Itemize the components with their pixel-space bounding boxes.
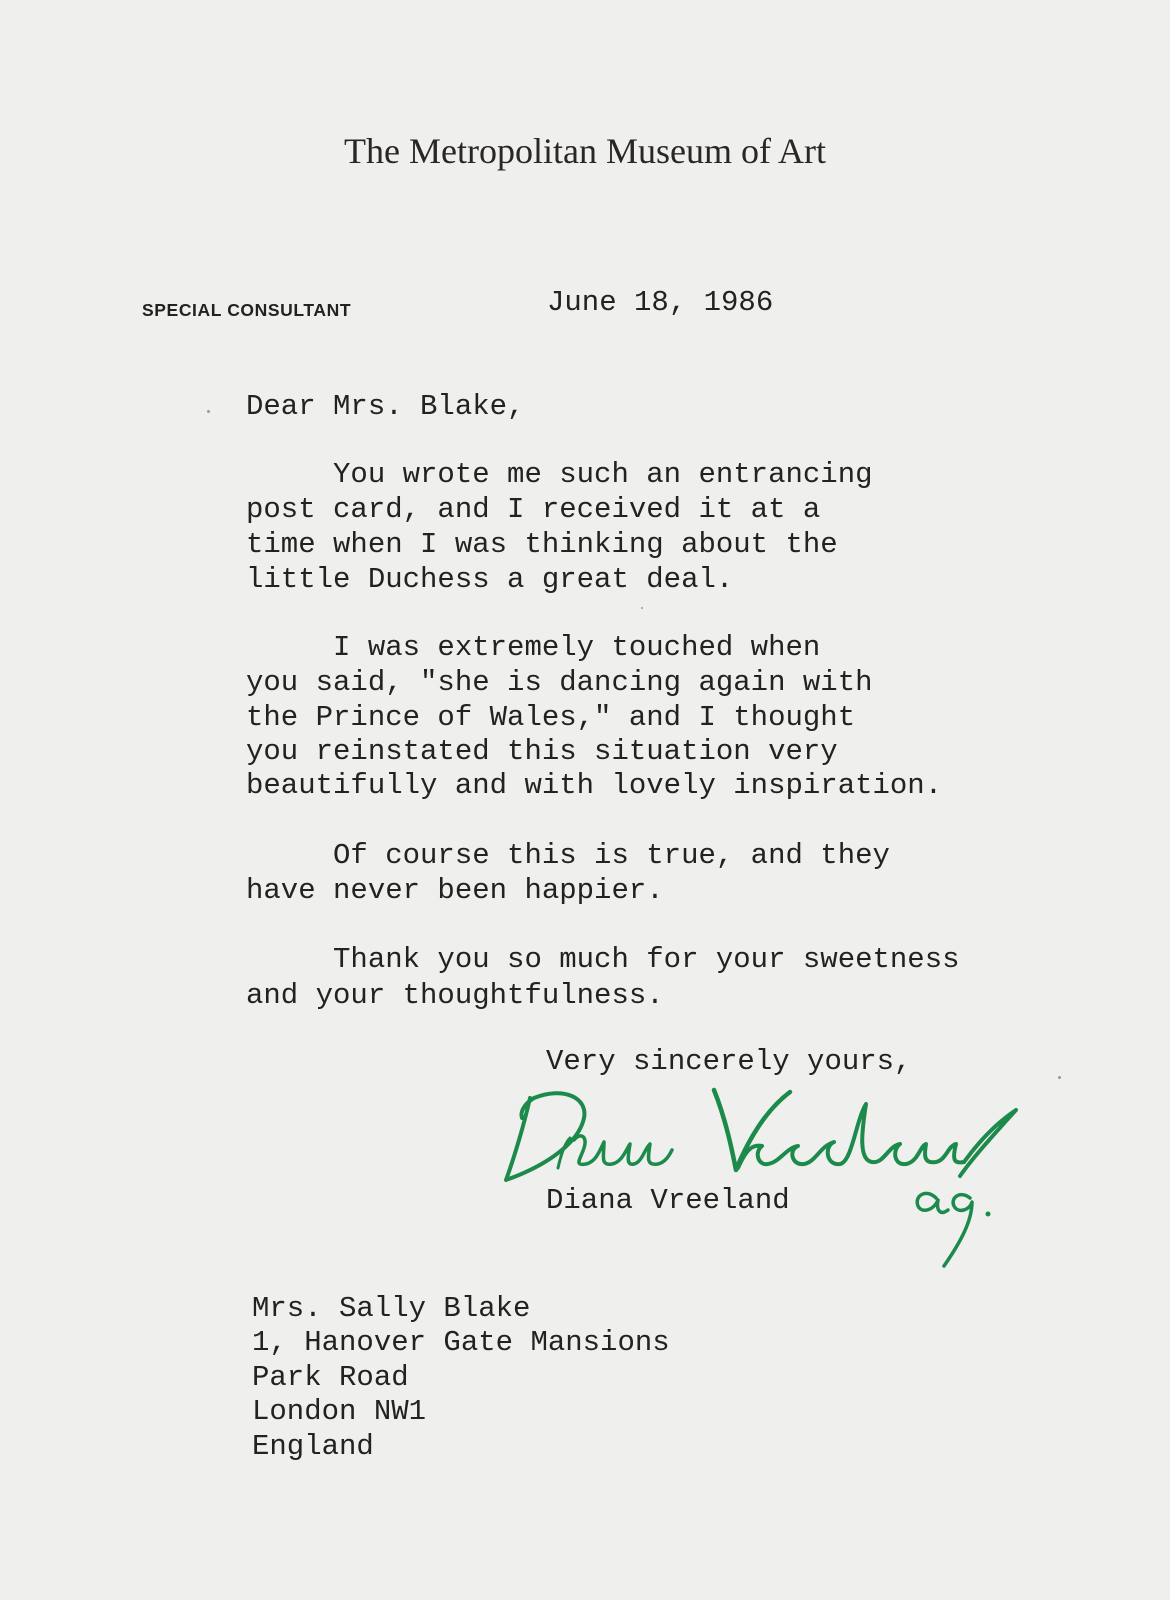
paper-speck	[1058, 1076, 1061, 1079]
paper-speck	[207, 410, 210, 413]
address-line: London NW1	[252, 1395, 427, 1428]
paragraph-line: Thank you so much for your sweetness	[246, 943, 960, 976]
paragraph-line: post card, and I received it at a	[246, 493, 821, 526]
paragraph-line: Of course this is true, and they	[246, 839, 890, 872]
paragraph-line: little Duchess a great deal.	[246, 563, 734, 596]
paragraph-line: and your thoughtfulness.	[246, 979, 664, 1012]
paragraph-line: have never been happier.	[246, 874, 664, 907]
paragraph-line: I was extremely touched when	[246, 631, 821, 664]
closing: Very sincerely yours,	[546, 1045, 912, 1078]
address-line: 1, Hanover Gate Mansions	[252, 1326, 670, 1359]
paragraph-line: you reinstated this situation very	[246, 735, 838, 768]
paragraph-line: you said, "she is dancing again with	[246, 666, 873, 699]
letterhead-title: The Metropolitan Museum of Art	[344, 131, 826, 171]
paragraph-line: You wrote me such an entrancing	[246, 458, 873, 491]
address-line: Mrs. Sally Blake	[252, 1292, 531, 1325]
address-line: Park Road	[252, 1361, 409, 1394]
address-line: England	[252, 1430, 374, 1463]
paragraph-line: time when I was thinking about the	[246, 528, 838, 561]
department-label: SPECIAL CONSULTANT	[142, 300, 352, 320]
paragraph-line: beautifully and with lovely inspiration.	[246, 769, 943, 802]
typed-name: Diana Vreeland	[546, 1184, 790, 1217]
paragraph-line: the Prince of Wales," and I thought	[246, 701, 856, 734]
letter-date: June 18, 1986	[547, 286, 774, 319]
salutation: Dear Mrs. Blake,	[246, 390, 525, 423]
paper-speck	[641, 607, 643, 609]
